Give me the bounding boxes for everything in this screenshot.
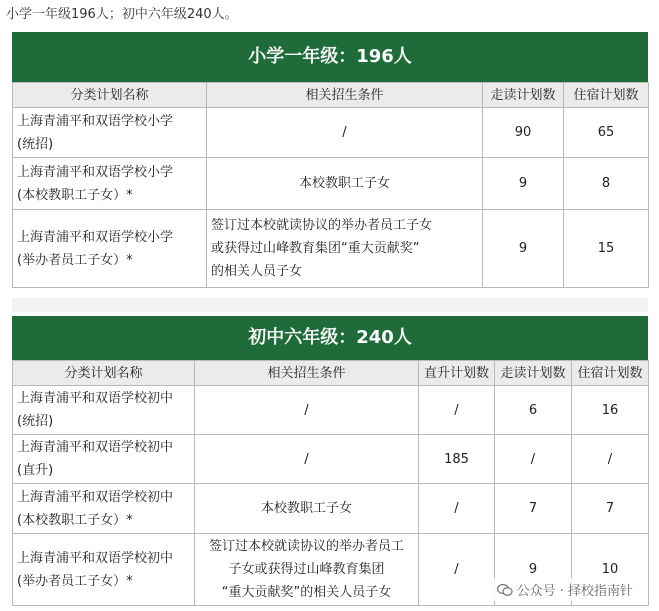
primary-table-title: 小学一年级：196人 [12, 32, 648, 82]
table-header-row [13, 83, 649, 108]
primary-enrollment-table [12, 82, 649, 288]
category-cell: 上海青浦平和双语学校小学 (本校教职工子女）* [13, 158, 207, 210]
condition-cell: 本校教职工子女 [195, 484, 419, 534]
watermark-text: 公众号 · 择校指南针 [516, 584, 633, 599]
condition-cell: 本校教职工子女 [207, 158, 483, 210]
day-plan-cell: 90 [483, 108, 564, 158]
board-plan-cell: 15 [564, 210, 649, 288]
table-row [13, 386, 649, 435]
wechat-icon [497, 583, 513, 597]
condition-cell: / [207, 108, 483, 158]
table-row [13, 158, 649, 210]
primary-grade1-card [12, 32, 648, 288]
day-plan-cell: 6 [495, 386, 572, 435]
day-plan-cell: 7 [495, 484, 572, 534]
header-day-plan: 走读计划数 [495, 361, 572, 386]
condition-cell: / [195, 435, 419, 484]
board-plan-cell: 10 [572, 534, 649, 606]
day-plan-cell: / [495, 435, 572, 484]
header-category: 分类计划名称 [13, 361, 195, 386]
direct-plan-cell: / [419, 534, 495, 606]
header-board-plan: 住宿计划数 [564, 83, 649, 108]
table-row [13, 108, 649, 158]
middle-enrollment-table [12, 360, 649, 606]
category-cell: 上海青浦平和双语学校初中 (直升) [13, 435, 195, 484]
day-plan-cell: 9 [483, 210, 564, 288]
category-cell: 上海青浦平和双语学校小学 (举办者员工子女）* [13, 210, 207, 288]
table-row [13, 210, 649, 288]
board-plan-cell: / [572, 435, 649, 484]
board-plan-cell: 65 [564, 108, 649, 158]
board-plan-cell: 16 [572, 386, 649, 435]
header-direct-plan: 直升计划数 [419, 361, 495, 386]
category-cell: 上海青浦平和双语学校初中 (举办者员工子女）* [13, 534, 195, 606]
condition-cell: 签订过本校就读协议的举办者员工子女 或获得过山峰教育集团“重大贡献奖” 的相关人员子女 [207, 210, 483, 288]
middle-grade6-card [12, 316, 648, 606]
day-plan-cell: 9 [483, 158, 564, 210]
direct-plan-cell: / [419, 484, 495, 534]
direct-plan-cell: 185 [419, 435, 495, 484]
day-plan-cell: 9 [495, 534, 572, 606]
table-row [13, 484, 649, 534]
category-cell: 上海青浦平和双语学校小学 (统招) [13, 108, 207, 158]
table-header-row [13, 361, 649, 386]
intro-text: 小学一年级196人；初中六年级240人。 [6, 7, 238, 22]
category-cell: 上海青浦平和双语学校初中 (统招) [13, 386, 195, 435]
header-category: 分类计划名称 [13, 83, 207, 108]
table-row [13, 435, 649, 484]
section-separator [12, 298, 648, 312]
condition-cell: / [195, 386, 419, 435]
header-condition: 相关招生条件 [207, 83, 483, 108]
board-plan-cell: 8 [564, 158, 649, 210]
category-cell: 上海青浦平和双语学校初中 (本校教职工子女）* [13, 484, 195, 534]
condition-cell: 签订过本校就读协议的举办者员工 子女或获得过山峰教育集团 “重大贡献奖”的相关人员子女 [195, 534, 419, 606]
header-board-plan: 住宿计划数 [572, 361, 649, 386]
header-condition: 相关招生条件 [195, 361, 419, 386]
board-plan-cell: 7 [572, 484, 649, 534]
middle-table-title: 初中六年级：240人 [12, 316, 648, 360]
header-day-plan: 走读计划数 [483, 83, 564, 108]
direct-plan-cell: / [419, 386, 495, 435]
watermark [491, 578, 639, 601]
